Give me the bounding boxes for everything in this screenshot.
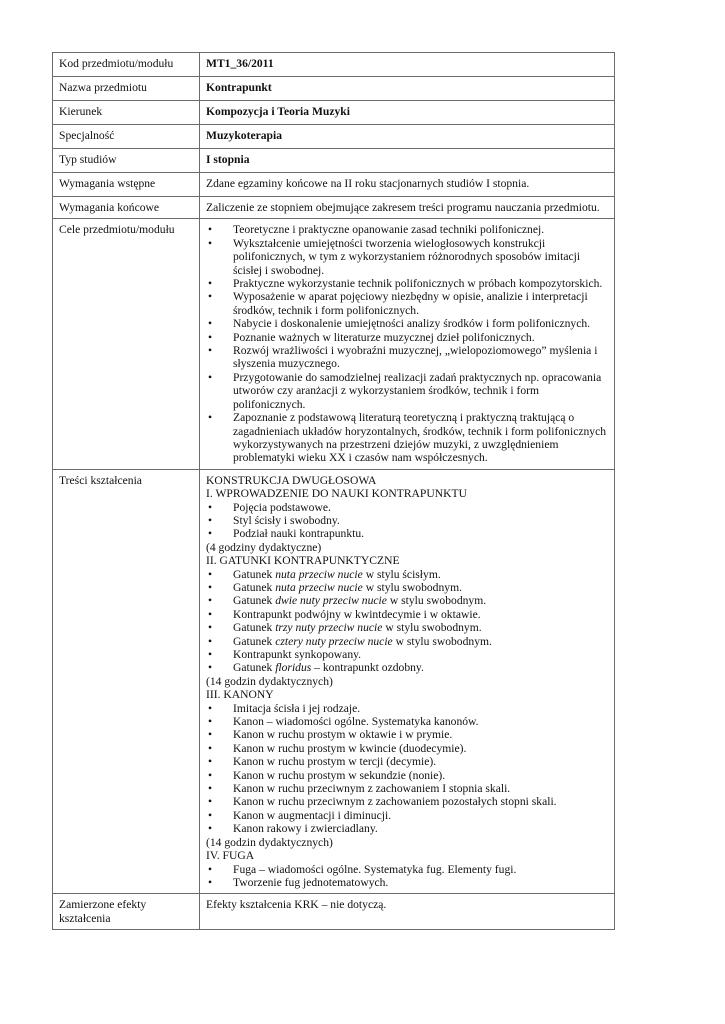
goal-item: • Przygotowanie do samodzielnej realizacji zadań praktycznych np. opracowania utworów czy aranżacji z wykorzystaniem środków, technik i form polifonicznych.: [206, 371, 608, 411]
section-1-item: • Pojęcia podstawowe.: [206, 501, 608, 514]
label-typ: Typ studiów: [53, 149, 200, 173]
value-specjalnosc: [200, 125, 615, 149]
course-description-table: [52, 52, 615, 930]
specialization: Muzykoterapia: [206, 129, 282, 142]
section-1-title: I. WPROWADZENIE DO NAUKI KONTRAPUNKTU: [206, 487, 467, 501]
section-2-item: [206, 661, 608, 674]
section-3-item: • Kanon w ruchu przeciwnym z zachowaniem I stopnia skali.: [206, 782, 608, 795]
gatunek-word: Gatunek: [233, 634, 273, 648]
gatunek-word: Gatunek: [233, 594, 273, 608]
goal-item: • Nabycie i doskonalenie umiejętności analizy środków i form polifonicznych.: [206, 317, 608, 330]
row-efekty: [53, 894, 615, 930]
section-3-hours: (14 godzin dydaktycznych): [206, 835, 333, 849]
content-heading: KONSTRUKCJA DWUGŁOSOWA: [206, 473, 377, 487]
row-specjalnosc: [53, 125, 615, 149]
section-3-item: • Kanon w ruchu prostym w sekundzie (nonie).: [206, 769, 608, 782]
value-wymagania-wstepne: Zdane egzaminy końcowe na II roku stacjonarnych studiów I stopnia.: [200, 173, 615, 197]
row-kod: [53, 53, 615, 77]
section-3-item: • Kanon w ruchu prostym w tercji (decymie).: [206, 755, 608, 768]
section-2-list: [206, 568, 608, 675]
section-2-item: • Kontrapunkt synkopowany.: [206, 648, 608, 661]
label-kierunek: Kierunek: [53, 101, 200, 125]
species-name: floridus: [275, 661, 312, 675]
gatunek-word: Gatunek: [233, 567, 273, 581]
section-2-item: • Kontrapunkt podwójny w kwintdecymie i w oktawie.: [206, 608, 608, 621]
section-2-item: [206, 594, 608, 607]
label-nazwa: Nazwa przedmiotu: [53, 77, 200, 101]
row-tresci: [53, 469, 615, 894]
species-name: dwie nuty przeciw nucie: [275, 594, 387, 608]
section-2-item: [206, 568, 608, 581]
species-name: trzy nuty przeciw nucie: [275, 621, 383, 635]
goal-item: • Zapoznanie z podstawową literaturą teoretyczną i praktyczną traktującą o zagadnieniach układów horyzontalnych, środków, technik i form polifonicznych wykorzystywanych na przestrzeni dziejów muzyki, z uwzględnieniem problematyki wieku XX i czasów nam współczesnych.: [206, 411, 608, 465]
label-cele: Cele przedmiotu/modułu: [53, 219, 200, 469]
species-detail: – kontrapunkt ozdobny.: [314, 661, 424, 675]
course-name: Kontrapunkt: [206, 81, 272, 94]
section-2-item: [206, 635, 608, 648]
section-4-title: IV. FUGA: [206, 849, 255, 863]
row-wymagania-wstepne: [53, 173, 615, 197]
row-typ: [53, 149, 615, 173]
row-wymagania-koncowe: [53, 197, 615, 219]
label-wymagania-koncowe: Wymagania końcowe: [53, 197, 200, 219]
species-detail: w stylu ścisłym.: [365, 567, 441, 581]
gatunek-word: Gatunek: [233, 621, 273, 635]
field-of-study: Kompozycja i Teoria Muzyki: [206, 105, 350, 118]
label-wymagania-wstepne: Wymagania wstępne: [53, 173, 200, 197]
species-name: cztery nuty przeciw nucie: [275, 634, 393, 648]
section-3-item: • Kanon rakowy i zwierciadlany.: [206, 822, 608, 835]
section-3-item: • Kanon w augmentacji i diminucji.: [206, 809, 608, 822]
goal-item: • Wyposażenie w aparat pojęciowy niezbędny w opisie, analizie i interpretacji środków, technik i form polifonicznych.: [206, 290, 608, 317]
goals-list: [206, 223, 608, 464]
section-4-item: • Fuga – wiadomości ogólne. Systematyka fug. Elementy fugi.: [206, 863, 608, 876]
section-3-list: [206, 702, 608, 836]
section-3-item: • Kanon w ruchu przeciwnym z zachowaniem pozostałych stopni skali.: [206, 795, 608, 808]
study-type: I stopnia: [206, 153, 250, 166]
species-name: nuta przeciw nucie: [275, 580, 363, 594]
goal-item: • Wykształcenie umiejętności tworzenia wielogłosowych konstrukcji polifonicznych, w tym z wykorzystaniem różnorodnych sposobów imitacji ścisłej i swobodnej.: [206, 237, 608, 277]
species-detail: w stylu swobodnym.: [365, 580, 462, 594]
section-1-list: [206, 501, 608, 541]
value-efekty: Efekty kształcenia KRK – nie dotyczą.: [200, 894, 615, 930]
row-kierunek: [53, 101, 615, 125]
course-code: MT1_36/2011: [206, 57, 274, 70]
section-2-title: II. GATUNKI KONTRAPUNKTYCZNE: [206, 554, 400, 568]
species-detail: w stylu swobodnym.: [395, 634, 492, 648]
value-typ: [200, 149, 615, 173]
section-2-item: [206, 581, 608, 594]
label-kod: Kod przedmiotu/modułu: [53, 53, 200, 77]
value-wymagania-koncowe: Zaliczenie ze stopniem obejmujące zakresem treści programu nauczania przedmiotu.: [200, 197, 615, 219]
gatunek-word: Gatunek: [233, 661, 273, 675]
label-efekty: Zamierzone efekty kształcenia: [53, 894, 200, 930]
species-detail: w stylu swobodnym.: [385, 621, 482, 635]
row-cele: [53, 219, 615, 469]
section-1-hours: (4 godziny dydaktyczne): [206, 540, 322, 554]
value-kierunek: [200, 101, 615, 125]
species-name: nuta przeciw nucie: [275, 567, 363, 581]
goal-item: • Praktyczne wykorzystanie technik polifonicznych w próbach kompozytorskich.: [206, 277, 608, 290]
value-kod: [200, 53, 615, 77]
goal-item: • Poznanie ważnych w literaturze muzycznej dzieł polifonicznych.: [206, 331, 608, 344]
value-cele: [200, 219, 615, 469]
goal-item: • Rozwój wrażliwości i wyobraźni muzycznej, „wielopoziomowego” myślenia i słyszenia muzycznego.: [206, 344, 608, 371]
section-3-item: • Kanon – wiadomości ogólne. Systematyka kanonów.: [206, 715, 608, 728]
section-3-item: • Kanon w ruchu prostym w oktawie i w prymie.: [206, 728, 608, 741]
goal-item: • Teoretyczne i praktyczne opanowanie zasad techniki polifonicznej.: [206, 223, 608, 236]
section-2-item: [206, 621, 608, 634]
label-tresci: Treści kształcenia: [53, 469, 200, 894]
row-nazwa: [53, 77, 615, 101]
species-detail: w stylu swobodnym.: [389, 594, 487, 608]
section-3-item: • Kanon w ruchu prostym w kwincie (duodecymie).: [206, 742, 608, 755]
value-nazwa: [200, 77, 615, 101]
section-1-item: • Podział nauki kontrapunktu.: [206, 527, 608, 540]
label-specjalnosc: Specjalność: [53, 125, 200, 149]
section-3-item: • Imitacja ścisła i jej rodzaje.: [206, 702, 608, 715]
gatunek-word: Gatunek: [233, 580, 273, 594]
section-3-title: III. KANONY: [206, 688, 274, 702]
section-4-list: [206, 863, 608, 890]
section-2-hours: (14 godzin dydaktycznych): [206, 674, 333, 688]
section-1-item: • Styl ścisły i swobodny.: [206, 514, 608, 527]
section-4-item: • Tworzenie fug jednotematowych.: [206, 876, 608, 889]
value-tresci: [200, 469, 615, 894]
